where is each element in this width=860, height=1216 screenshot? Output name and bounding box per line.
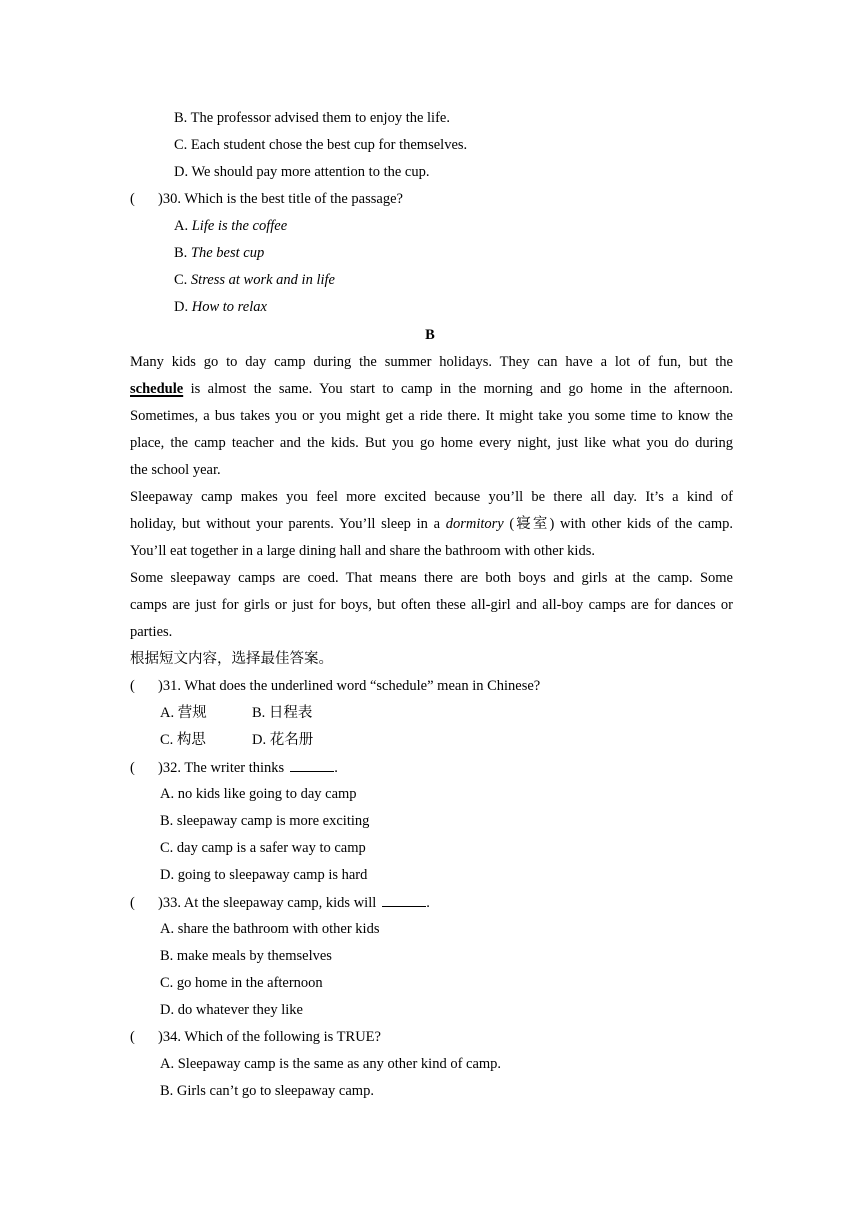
q30-option-d: D. How to relax [174, 299, 267, 315]
q34-stem: )34. Which of the following is TRUE? [158, 1029, 381, 1045]
passage-p2-line1: Sleepaway camp makes you feel more excited because you’ll be there all day. It’s a kind of [130, 489, 733, 505]
passage-p2-line3: You’ll eat together in a large dining hall and share the bathroom with other kids. [130, 543, 595, 559]
instruction: 根据短文内容，选择最佳答案。 [130, 651, 333, 667]
passage-p2-line2: holiday, but without your parents. You’ll sleep in a dormitory (寝室) with other kids of the camp. [130, 516, 734, 532]
passage-p3-line1: Some sleepaway camps are coed. That means there are both boys and girls at the camp. Some [130, 570, 733, 586]
q30-stem: )30. Which is the best title of the passage? [158, 191, 403, 207]
q34-option-a: A. Sleepaway camp is the same as any other kind of camp. [160, 1056, 502, 1072]
italic-word: dormitory [445, 516, 504, 532]
answer-bracket: ( [130, 895, 135, 911]
passage-p3-line2: camps are just for girls or just for boys, but often these all-girl and all-boy camps are for dances or [130, 597, 733, 613]
underlined-word: schedule [130, 381, 184, 397]
q31-option-c: C. 构思 [160, 732, 206, 748]
answer-bracket: ( [130, 678, 135, 694]
q29-option-c: C. Each student chose the best cup for themselves. [174, 137, 468, 153]
q32-option-b: B. sleepaway camp is more exciting [160, 813, 370, 829]
q32-option-c: C. day camp is a safer way to camp [160, 840, 366, 856]
answer-bracket: ( [130, 1029, 135, 1045]
q31-option-d: D. 花名册 [252, 732, 314, 748]
section-heading: B [425, 327, 435, 343]
answer-bracket: ( [130, 191, 135, 207]
q33-stem: )33. At the sleepaway camp, kids will [158, 895, 377, 911]
passage-p1-line3: Sometimes, a bus takes you or you might get a ride there. It might take you some time to know the [130, 408, 733, 424]
q31-stem-line [130, 676, 540, 696]
passage-p1-line1: Many kids go to day camp during the summer holidays. They can have a lot of fun, but the [130, 354, 733, 370]
q31-options-row2 [160, 730, 460, 750]
q31-option-a: A. 营规 [160, 705, 207, 721]
answer-bracket: ( [130, 760, 135, 776]
q31-stem: )31. What does the underlined word “schedule” mean in Chinese? [158, 678, 541, 694]
passage-p1-line2: schedule is almost the same. You start to camp in the morning and go home in the afternoon. [130, 381, 733, 397]
answer-blank [290, 757, 334, 772]
q30-option-b: B. The best cup [174, 245, 265, 261]
q33-option-d: D. do whatever they like [160, 1002, 303, 1018]
q29-option-b: B. The professor advised them to enjoy the life. [174, 110, 450, 126]
q32-stem: )32. The writer thinks [158, 760, 285, 776]
q33-option-a: A. share the bathroom with other kids [160, 921, 380, 937]
passage-p3-line3: parties. [130, 624, 173, 640]
answer-blank [382, 892, 426, 907]
q31-options-row1 [160, 703, 460, 723]
q32-stem-line: ( )32. The writer thinks . [130, 757, 338, 778]
q33-stem-line: ( )33. At the sleepaway camp, kids will . [130, 892, 430, 913]
q31-option-b: B. 日程表 [252, 705, 313, 721]
q30-stem-line [130, 189, 403, 209]
q33-option-c: C. go home in the afternoon [160, 975, 323, 991]
q32-option-a: A. no kids like going to day camp [160, 786, 357, 802]
q33-option-b: B. make meals by themselves [160, 948, 332, 964]
q34-stem-line [130, 1027, 381, 1047]
q32-option-d: D. going to sleepaway camp is hard [160, 867, 368, 883]
passage-p1-line4: place, the camp teacher and the kids. But you go home every night, just like what you do during [130, 435, 733, 451]
q29-option-d: D. We should pay more attention to the cup. [174, 164, 430, 180]
q30-option-a: A. Life is the coffee [174, 218, 288, 234]
q30-option-c: C. Stress at work and in life [174, 272, 335, 288]
passage-p1-line5: the school year. [130, 462, 221, 478]
q34-option-b: B. Girls can’t go to sleepaway camp. [160, 1083, 374, 1099]
